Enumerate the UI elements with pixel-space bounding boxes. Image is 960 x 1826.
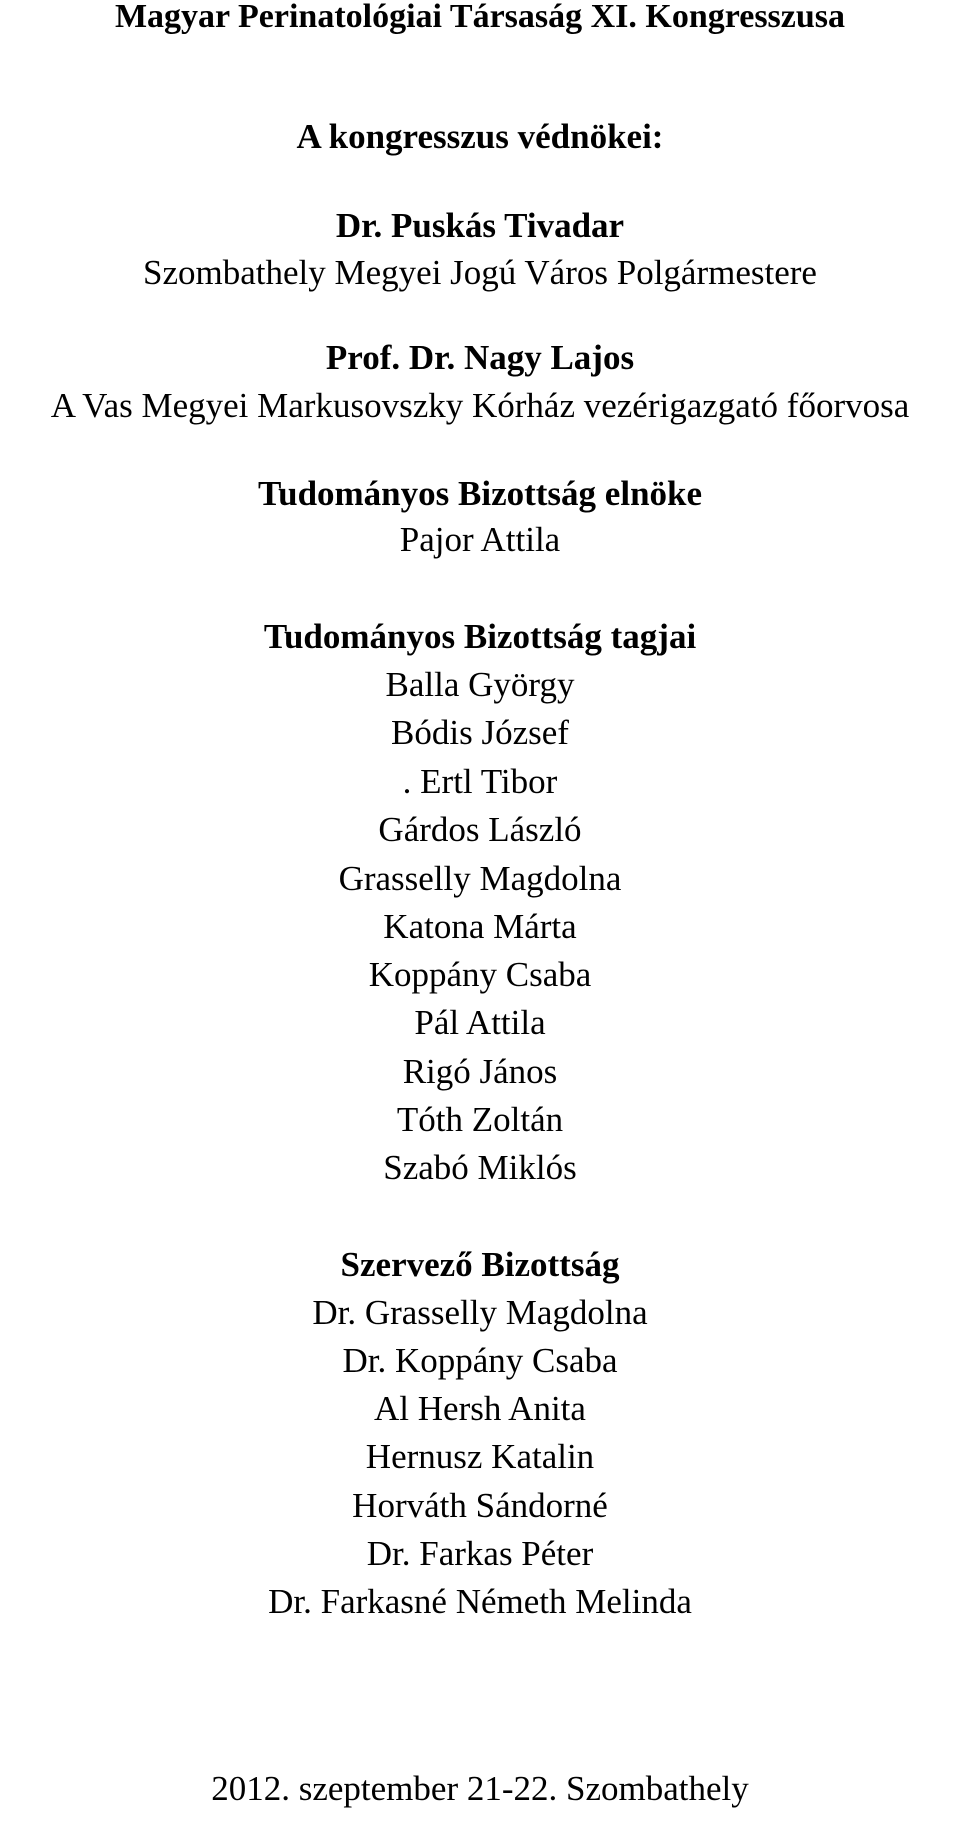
list-item: Dr. Farkas Péter <box>366 1534 594 1573</box>
list-item: Szabó Miklós <box>383 1148 577 1187</box>
patron-2-name: Prof. Dr. Nagy Lajos <box>325 338 635 377</box>
list-item: Tóth Zoltán <box>396 1100 564 1139</box>
scientific-members-heading: Tudományos Bizottság tagjai <box>263 617 697 656</box>
list-item: Dr. Farkasné Németh Melinda <box>268 1582 692 1621</box>
document-title: Magyar Perinatológiai Társaság XI. Kongresszusa <box>114 0 846 35</box>
list-item: Katona Márta <box>383 907 577 946</box>
patron-1-role: Szombathely Megyei Jogú Város Polgármestere <box>143 253 817 292</box>
list-item: Gárdos László <box>378 810 582 849</box>
list-item: Koppány Csaba <box>368 955 592 994</box>
list-item: Al Hersh Anita <box>374 1389 586 1428</box>
list-item: Dr. Koppány Csaba <box>342 1341 618 1380</box>
list-item: Hernusz Katalin <box>365 1437 595 1476</box>
list-item: Grasselly Magdolna <box>338 859 622 898</box>
list-item: Pál Attila <box>414 1003 546 1042</box>
patron-1-name: Dr. Puskás Tivadar <box>335 206 625 245</box>
scientific-chair-heading: Tudományos Bizottság elnöke <box>257 474 703 513</box>
list-item: Bódis József <box>391 713 569 752</box>
list-item: Dr. Grasselly Magdolna <box>312 1293 648 1332</box>
list-item: Horváth Sándorné <box>352 1486 608 1525</box>
patron-2-role: A Vas Megyei Markusovszky Kórház vezérigazgató főorvosa <box>50 386 910 425</box>
scientific-chair-name: Pajor Attila <box>399 520 561 559</box>
list-item: Balla György <box>385 665 575 704</box>
document-footer: 2012. szeptember 21-22. Szombathely <box>211 1769 749 1808</box>
patrons-heading: A kongresszus védnökei: <box>296 117 664 156</box>
organizing-committee-heading: Szervező Bizottság <box>340 1245 620 1284</box>
list-item: Rigó János <box>402 1052 558 1091</box>
list-item: . Ertl Tibor <box>402 762 558 801</box>
